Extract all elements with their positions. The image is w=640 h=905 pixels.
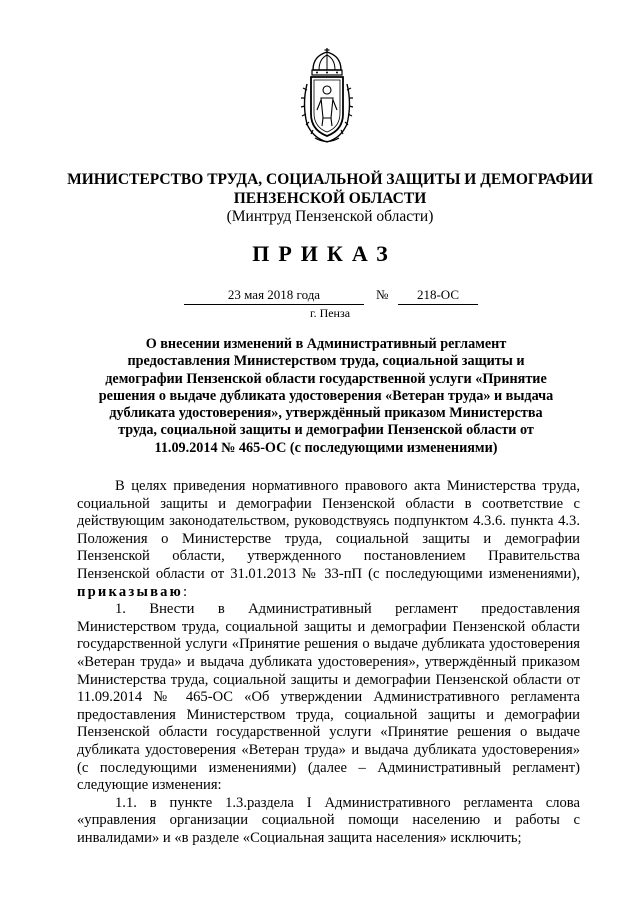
order-subject [78,336,574,457]
item-1-paragraph: 1. Внести в Административный регламент предоставления Министерством труда, социальной защиты и демографии Пензенской области государственной услуги «Принятие решения о выдаче дубликата удостоверения «Ветеран труда» и выдача дубликата удостоверения», утверждённый приказом Министерства труда, социальной защиты и демографии Пензенской области от 11.09.2014 № 465-ОС «Об утверждении Административного регламента предоставления Министерством труда, социальной защиты и демографии Пензенской области государственной услуги «Принятие решения о выдаче дубликата удостоверения «Ветеран труда» и выдача дубликата удостоверения» (с последующими изменениями) (далее – Административный регламент) следующие изменения: [77,601,580,794]
preamble-paragraph [77,478,580,601]
document-type-title: ПРИКАЗ [252,241,397,266]
ministry-name-line2: ПЕНЗЕНСКОЙ ОБЛАСТИ [233,190,427,207]
order-date: 23 мая 2018 года [184,287,364,305]
order-colon: : [183,583,188,600]
number-sign: № [376,287,389,302]
subject-line: О внесении изменений в Административный регламент [145,336,507,352]
coat-of-arms-emblem [299,48,355,146]
preamble-text: В целях приведения нормативного правового акта Министерства труда, социальной защиты и демографии Пензенской области в соответствие с действующим законодательством, руководствуясь подпунктом 4.3.6. пункта 4.3. Положения о Министерстве труда, социальной защиты и демографии Пензенской области, утвержденного постановлением Правительства Пензенской области от 31.01.2013 № 33-пП (с последующими изменениями), [77,478,580,582]
order-body [77,478,580,847]
subject-line: предоставления Министерством труда, социальной защиты и [127,353,525,370]
subject-line: решения о выдаче дубликата удостоверения «Ветеран труда» и выдача [98,387,554,404]
subject-line: труда, социальной защиты и демографии Пензенской области от [118,422,534,439]
ministry-short-name: (Минтруд Пензенской области) [226,208,434,225]
item-1-1-paragraph: 1.1. в пункте 1.3.раздела I Административного регламента слова «управления организации социальной помощи населению и работы с инвалидами» и «в разделе «Социальная защита населения» исключить; [77,794,580,846]
order-city: г. Пенза [310,306,351,320]
ministry-name-line1: МИНИСТЕРСТВО ТРУДА, СОЦИАЛЬНОЙ ЗАЩИТЫ И ДЕМОГРАФИИ [67,171,593,188]
subject-line: демографии Пензенской области государственной услуги «Принятие [105,370,547,387]
subject-line: 11.09.2014 № 465-ОС (с последующими изменениями) [154,439,498,456]
subject-line: дубликата удостоверения», утверждённый приказом Министерства [109,405,543,422]
order-number: 218-ОС [398,287,478,305]
order-word: приказываю [77,583,184,600]
